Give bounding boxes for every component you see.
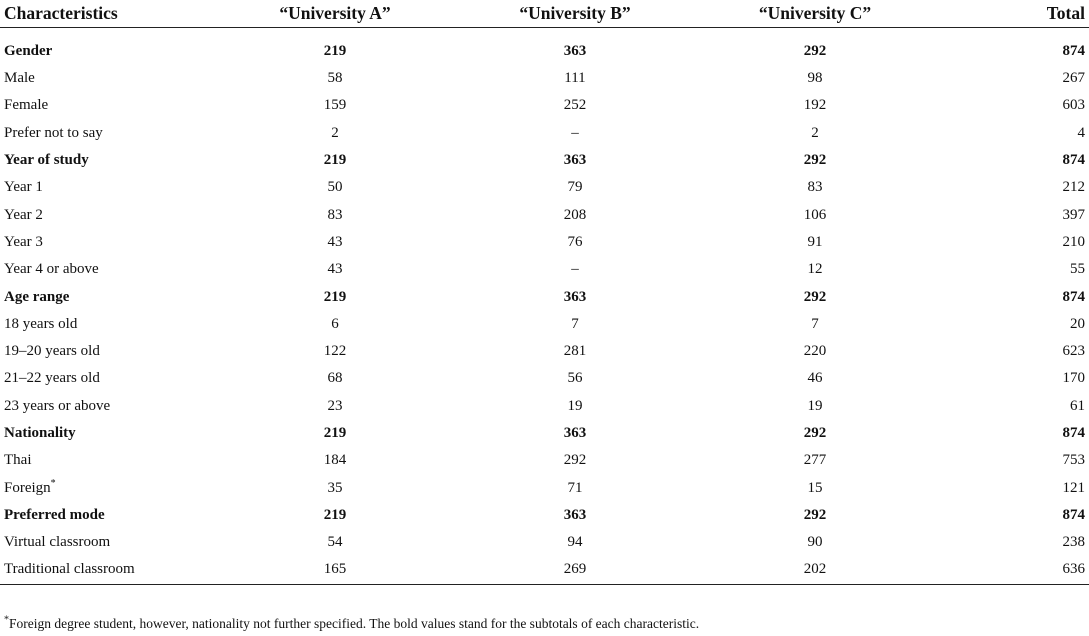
cell-university-c bbox=[695, 256, 935, 283]
cell-university-a bbox=[215, 147, 455, 174]
cell-university-b-text: 363 bbox=[563, 152, 587, 169]
cell-university-c bbox=[695, 311, 935, 338]
cell-total bbox=[935, 338, 1089, 365]
cell-university-b bbox=[455, 311, 695, 338]
cell-university-b bbox=[455, 28, 695, 66]
cell-university-b-text: 76 bbox=[567, 233, 583, 250]
cell-university-c-text: 83 bbox=[807, 179, 823, 196]
table-row bbox=[0, 311, 1089, 338]
footnote-reference-mark: * bbox=[50, 477, 56, 489]
row-label bbox=[0, 365, 215, 392]
cell-total-text: 210 bbox=[1062, 233, 1085, 250]
cell-total bbox=[935, 229, 1089, 256]
cell-total bbox=[935, 420, 1089, 447]
cell-total bbox=[935, 92, 1089, 119]
cell-total-text: 4 bbox=[1077, 124, 1085, 141]
cell-university-b-text: 292 bbox=[563, 452, 587, 469]
cell-university-b bbox=[455, 502, 695, 529]
cell-university-c-text: 292 bbox=[803, 506, 827, 523]
cell-university-c bbox=[695, 201, 935, 228]
footnote-marker: * bbox=[4, 614, 9, 626]
row-label bbox=[0, 65, 215, 92]
cell-university-a-text: 219 bbox=[323, 152, 347, 169]
cell-total bbox=[935, 120, 1089, 147]
row-label-text: Virtual classroom bbox=[4, 534, 111, 551]
cell-total-text: 874 bbox=[1062, 43, 1085, 59]
table-row bbox=[0, 120, 1089, 147]
cell-university-b bbox=[455, 365, 695, 392]
cell-university-b-text: 252 bbox=[563, 97, 587, 114]
cell-university-a-text: 159 bbox=[323, 97, 347, 114]
table-row bbox=[0, 256, 1089, 283]
row-label bbox=[0, 28, 215, 66]
row-label bbox=[0, 92, 215, 119]
cell-university-b-text: 71 bbox=[567, 479, 583, 496]
cell-total bbox=[935, 311, 1089, 338]
cell-total bbox=[935, 174, 1089, 201]
cell-university-a-text: 6 bbox=[331, 315, 339, 332]
cell-university-c bbox=[695, 502, 935, 529]
cell-university-c-text: 192 bbox=[803, 97, 827, 114]
cell-university-a-text: 219 bbox=[323, 288, 347, 305]
cell-total bbox=[935, 65, 1089, 92]
header-university-b: “University B” bbox=[519, 3, 631, 23]
cell-university-b-text: 269 bbox=[563, 561, 587, 578]
table-body bbox=[0, 28, 1089, 585]
row-label-text: Female bbox=[4, 97, 49, 114]
cell-university-c-text: 220 bbox=[803, 343, 827, 360]
cell-university-c bbox=[695, 120, 935, 147]
table-row bbox=[0, 229, 1089, 256]
cell-university-a-text: 83 bbox=[327, 206, 343, 223]
cell-university-b-text: 281 bbox=[563, 343, 587, 360]
row-label bbox=[0, 283, 215, 310]
cell-total-text: 603 bbox=[1062, 97, 1085, 114]
table-subtotal-row bbox=[0, 420, 1089, 447]
cell-total bbox=[935, 256, 1089, 283]
cell-university-a-text: 219 bbox=[323, 506, 347, 523]
row-label bbox=[0, 174, 215, 201]
cell-university-c-text: 90 bbox=[807, 534, 823, 551]
cell-university-b bbox=[455, 256, 695, 283]
cell-university-c-text: 292 bbox=[803, 43, 827, 59]
cell-university-c bbox=[695, 474, 935, 501]
cell-university-b-text: – bbox=[571, 124, 579, 141]
cell-university-c-text: 277 bbox=[803, 452, 827, 469]
cell-university-c bbox=[695, 338, 935, 365]
cell-university-b bbox=[455, 92, 695, 119]
cell-total bbox=[935, 365, 1089, 392]
table-subtotal-row bbox=[0, 28, 1089, 66]
table-subtotal-row bbox=[0, 147, 1089, 174]
cell-university-c bbox=[695, 393, 935, 420]
table-row bbox=[0, 474, 1089, 501]
cell-total-text: 170 bbox=[1062, 370, 1085, 387]
cell-total bbox=[935, 201, 1089, 228]
cell-university-a-text: 68 bbox=[327, 370, 343, 387]
cell-university-a bbox=[215, 502, 455, 529]
cell-university-b-text: 363 bbox=[563, 506, 587, 523]
cell-university-b bbox=[455, 393, 695, 420]
cell-university-c bbox=[695, 365, 935, 392]
row-label-text: Male bbox=[4, 70, 35, 87]
cell-university-c-text: 106 bbox=[803, 206, 827, 223]
cell-university-a bbox=[215, 256, 455, 283]
cell-university-c-text: 46 bbox=[807, 370, 823, 387]
row-label-text: Year of study bbox=[4, 152, 89, 169]
cell-university-a bbox=[215, 338, 455, 365]
cell-university-c bbox=[695, 447, 935, 474]
cell-university-a-text: 50 bbox=[327, 179, 343, 196]
header-characteristics: Characteristics bbox=[4, 3, 118, 23]
table-header-row bbox=[0, 0, 1089, 28]
table-row bbox=[0, 201, 1089, 228]
row-label bbox=[0, 529, 215, 556]
cell-university-b bbox=[455, 529, 695, 556]
cell-university-a bbox=[215, 556, 455, 584]
cell-university-b bbox=[455, 147, 695, 174]
cell-university-a bbox=[215, 447, 455, 474]
cell-university-a-text: 165 bbox=[323, 561, 347, 578]
row-label bbox=[0, 338, 215, 365]
cell-university-c bbox=[695, 229, 935, 256]
table-row bbox=[0, 365, 1089, 392]
row-label bbox=[0, 229, 215, 256]
cell-total bbox=[935, 502, 1089, 529]
cell-university-a-text: 184 bbox=[323, 452, 347, 469]
table-row bbox=[0, 174, 1089, 201]
cell-university-a-text: 43 bbox=[327, 261, 343, 278]
table-row bbox=[0, 556, 1089, 584]
cell-total-text: 623 bbox=[1062, 343, 1085, 360]
row-label bbox=[0, 502, 215, 529]
cell-university-c-text: 19 bbox=[807, 397, 823, 414]
header-university-a: “University A” bbox=[279, 3, 391, 23]
row-label bbox=[0, 474, 215, 501]
cell-university-a-text: 122 bbox=[323, 343, 347, 360]
row-label-text: 18 years old bbox=[4, 315, 78, 332]
table-row bbox=[0, 92, 1089, 119]
cell-university-a-text: 2 bbox=[331, 124, 339, 141]
cell-university-c-text: 292 bbox=[803, 425, 827, 441]
cell-total bbox=[935, 283, 1089, 310]
cell-university-a-text: 219 bbox=[323, 43, 347, 59]
cell-total-text: 20 bbox=[1070, 315, 1085, 332]
cell-university-b bbox=[455, 174, 695, 201]
cell-total-text: 212 bbox=[1062, 179, 1085, 196]
cell-university-a-text: 54 bbox=[327, 534, 343, 551]
cell-total-text: 267 bbox=[1062, 70, 1085, 87]
row-label bbox=[0, 447, 215, 474]
cell-university-b-text: 111 bbox=[564, 70, 586, 87]
cell-university-b bbox=[455, 201, 695, 228]
cell-university-c-text: 292 bbox=[803, 288, 827, 305]
cell-university-a-text: 58 bbox=[327, 70, 343, 87]
cell-university-b bbox=[455, 474, 695, 501]
row-label-text: Year 2 bbox=[4, 206, 43, 223]
row-label-text: Foreign bbox=[4, 479, 51, 496]
row-label-text: Thai bbox=[4, 452, 32, 469]
cell-university-a bbox=[215, 393, 455, 420]
cell-university-b-text: 208 bbox=[563, 206, 587, 223]
cell-total-text: 874 bbox=[1062, 506, 1085, 523]
cell-total-text: 874 bbox=[1062, 152, 1085, 169]
cell-university-c-text: 2 bbox=[811, 124, 819, 141]
table-row bbox=[0, 338, 1089, 365]
cell-university-a bbox=[215, 283, 455, 310]
cell-university-c bbox=[695, 529, 935, 556]
cell-university-c-text: 98 bbox=[807, 70, 823, 87]
row-label bbox=[0, 311, 215, 338]
cell-university-b-text: 363 bbox=[563, 288, 587, 305]
cell-university-b bbox=[455, 338, 695, 365]
cell-university-a bbox=[215, 311, 455, 338]
cell-total-text: 55 bbox=[1070, 261, 1085, 278]
row-label-text: Year 1 bbox=[4, 179, 43, 196]
table-subtotal-row bbox=[0, 502, 1089, 529]
row-label-text: Year 4 or above bbox=[4, 261, 99, 278]
row-label bbox=[0, 556, 215, 584]
cell-total-text: 636 bbox=[1062, 561, 1085, 578]
cell-university-a bbox=[215, 529, 455, 556]
cell-total bbox=[935, 474, 1089, 501]
cell-total-text: 874 bbox=[1062, 288, 1085, 305]
row-label-text: Prefer not to say bbox=[4, 124, 103, 141]
cell-total-text: 874 bbox=[1062, 425, 1085, 441]
header-university-c: “University C” bbox=[758, 3, 872, 23]
cell-university-c-text: 91 bbox=[807, 233, 823, 250]
row-label-text: Traditional classroom bbox=[4, 561, 135, 578]
row-label-text: Year 3 bbox=[4, 233, 43, 250]
cell-university-a-text: 23 bbox=[327, 397, 343, 414]
cell-university-a bbox=[215, 174, 455, 201]
cell-university-c-text: 12 bbox=[807, 261, 823, 278]
cell-university-a bbox=[215, 65, 455, 92]
cell-university-c-text: 292 bbox=[803, 152, 827, 169]
cell-university-a bbox=[215, 120, 455, 147]
row-label-text: Age range bbox=[4, 288, 70, 305]
cell-university-a bbox=[215, 92, 455, 119]
cell-university-a-text: 35 bbox=[327, 479, 343, 496]
cell-university-b-text: – bbox=[571, 261, 579, 278]
cell-university-a bbox=[215, 28, 455, 66]
table-row bbox=[0, 393, 1089, 420]
cell-total bbox=[935, 28, 1089, 66]
cell-university-a-text: 43 bbox=[327, 233, 343, 250]
cell-university-b-text: 19 bbox=[567, 397, 583, 414]
cell-total bbox=[935, 556, 1089, 584]
cell-university-c bbox=[695, 283, 935, 310]
cell-university-b-text: 79 bbox=[567, 179, 583, 196]
cell-university-b-text: 7 bbox=[571, 315, 579, 332]
cell-university-c bbox=[695, 28, 935, 66]
table-row bbox=[0, 529, 1089, 556]
cell-university-b bbox=[455, 420, 695, 447]
row-label-text: 23 years or above bbox=[4, 397, 111, 414]
cell-university-a bbox=[215, 474, 455, 501]
row-label-text: Nationality bbox=[4, 425, 76, 441]
cell-university-c bbox=[695, 420, 935, 447]
cell-university-a bbox=[215, 201, 455, 228]
cell-university-b bbox=[455, 229, 695, 256]
cell-university-b-text: 94 bbox=[567, 534, 583, 551]
row-label bbox=[0, 120, 215, 147]
header-total: Total bbox=[1046, 3, 1085, 23]
row-label-text: 21–22 years old bbox=[4, 370, 100, 387]
row-label-text: 19–20 years old bbox=[4, 343, 100, 360]
cell-university-c-text: 7 bbox=[811, 315, 819, 332]
table-subtotal-row bbox=[0, 283, 1089, 310]
cell-university-c bbox=[695, 92, 935, 119]
table-row bbox=[0, 447, 1089, 474]
cell-university-b bbox=[455, 556, 695, 584]
row-label-text: Gender bbox=[4, 43, 53, 59]
cell-total-text: 238 bbox=[1062, 534, 1085, 551]
cell-university-c bbox=[695, 174, 935, 201]
row-label-text: Preferred mode bbox=[4, 506, 105, 523]
table-footnote bbox=[4, 616, 699, 632]
cell-university-a bbox=[215, 365, 455, 392]
cell-university-a bbox=[215, 420, 455, 447]
row-label bbox=[0, 393, 215, 420]
cell-total-text: 397 bbox=[1062, 206, 1085, 223]
cell-university-c bbox=[695, 556, 935, 584]
table-row bbox=[0, 65, 1089, 92]
row-label bbox=[0, 256, 215, 283]
cell-total bbox=[935, 147, 1089, 174]
cell-university-a bbox=[215, 229, 455, 256]
cell-total-text: 121 bbox=[1062, 479, 1085, 496]
cell-university-b-text: 56 bbox=[567, 370, 583, 387]
cell-total-text: 753 bbox=[1062, 452, 1085, 469]
footnote-text: Foreign degree student, however, nationality not further specified. The bold values stand for the subtotals of each characteristic. bbox=[9, 616, 700, 631]
cell-university-a-text: 219 bbox=[323, 425, 347, 441]
cell-university-b-text: 363 bbox=[563, 425, 587, 441]
cell-university-c-text: 15 bbox=[807, 479, 823, 496]
cell-university-c-text: 202 bbox=[803, 561, 827, 578]
row-label bbox=[0, 420, 215, 447]
cell-university-b bbox=[455, 120, 695, 147]
cell-total bbox=[935, 529, 1089, 556]
cell-university-b bbox=[455, 283, 695, 310]
cell-total bbox=[935, 447, 1089, 474]
cell-university-c bbox=[695, 147, 935, 174]
cell-total bbox=[935, 393, 1089, 420]
cell-total-text: 61 bbox=[1070, 397, 1085, 414]
cell-university-b-text: 363 bbox=[563, 43, 587, 59]
cell-university-b bbox=[455, 447, 695, 474]
row-label bbox=[0, 147, 215, 174]
row-label bbox=[0, 201, 215, 228]
cell-university-b bbox=[455, 65, 695, 92]
cell-university-c bbox=[695, 65, 935, 92]
